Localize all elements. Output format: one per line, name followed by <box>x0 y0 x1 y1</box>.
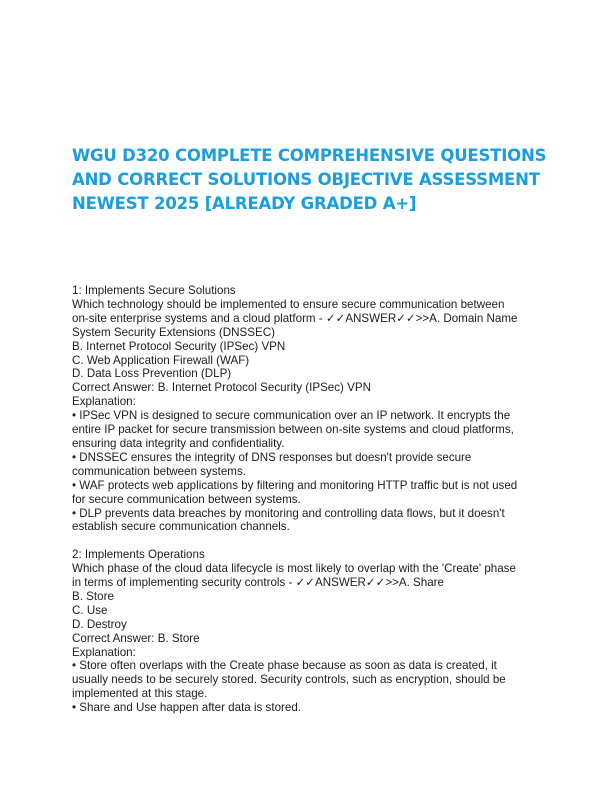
question-1-option-b: B. Internet Protocol Security (IPSec) VPN <box>72 339 286 353</box>
question-2-explanation: implemented at this stage. <box>72 687 208 701</box>
paragraph-gap <box>72 534 542 548</box>
question-1-heading: 1: Implements Secure Solutions <box>72 284 236 297</box>
question-2-explanation: • Share and Use happen after data is stored. <box>72 701 301 715</box>
question-2-text: in terms of implementing security controls - ✓✓ANSWER✓✓>>A. Share <box>72 576 444 590</box>
question-2-heading: 2: Implements Operations <box>72 548 205 562</box>
question-2-option-b: B. Store <box>72 589 114 603</box>
document-body <box>72 284 542 715</box>
question-1-option-c: C. Web Application Firewall (WAF) <box>72 353 250 367</box>
question-2-explanation-label: Explanation: <box>72 645 136 659</box>
question-1-explanation: for secure communication between systems. <box>72 492 301 506</box>
title-line: WGU D320 COMPLETE COMPREHENSIVE QUESTIONS <box>72 146 547 165</box>
question-1-explanation: • DNSSEC ensures the integrity of DNS responses but doesn't provide secure <box>72 450 472 464</box>
question-1-option-d: D. Data Loss Prevention (DLP) <box>72 367 232 381</box>
question-2 <box>72 548 542 715</box>
question-1-explanation-label: Explanation: <box>72 395 136 409</box>
question-2-text: Which phase of the cloud data lifecycle is most likely to overlap with the 'Create' phase <box>72 562 516 576</box>
question-1 <box>72 284 542 534</box>
question-2-explanation: usually needs to be securely stored. Security controls, such as encryption, should be <box>72 673 506 687</box>
question-2-explanation: • Store often overlaps with the Create phase because as soon as data is created, it <box>72 659 497 673</box>
question-1-explanation: communication between systems. <box>72 464 246 478</box>
question-1-correct-answer: Correct Answer: B. Internet Protocol Security (IPSec) VPN <box>72 381 371 395</box>
question-1-text: on-site enterprise systems and a cloud platform - ✓✓ANSWER✓✓>>A. Domain Name <box>72 311 518 325</box>
document-title <box>72 144 552 216</box>
question-1-text: System Security Extensions (DNSSEC) <box>72 325 275 339</box>
title-line: NEWEST 2025 [ALREADY GRADED A+] <box>72 194 417 213</box>
question-1-explanation: • WAF protects web applications by filtering and monitoring HTTP traffic but is not used <box>72 478 518 492</box>
question-1-text: Which technology should be implemented to ensure secure communication between <box>72 297 505 311</box>
question-2-option-d: D. Destroy <box>72 617 127 631</box>
question-1-explanation: • IPSec VPN is designed to secure communication over an IP network. It encrypts the <box>72 409 511 423</box>
question-2-correct-answer: Correct Answer: B. Store <box>72 631 200 645</box>
question-1-explanation: • DLP prevents data breaches by monitoring and controlling data flows, but it doesn't <box>72 506 505 520</box>
question-1-explanation: entire IP packet for secure transmission between on-site systems and cloud platforms, <box>72 423 514 437</box>
question-2-option-c: C. Use <box>72 603 108 617</box>
question-1-explanation: establish secure communication channels. <box>72 520 290 534</box>
title-line: AND CORRECT SOLUTIONS OBJECTIVE ASSESSMENT <box>72 170 540 189</box>
question-1-explanation: ensuring data integrity and confidentiality. <box>72 436 285 450</box>
